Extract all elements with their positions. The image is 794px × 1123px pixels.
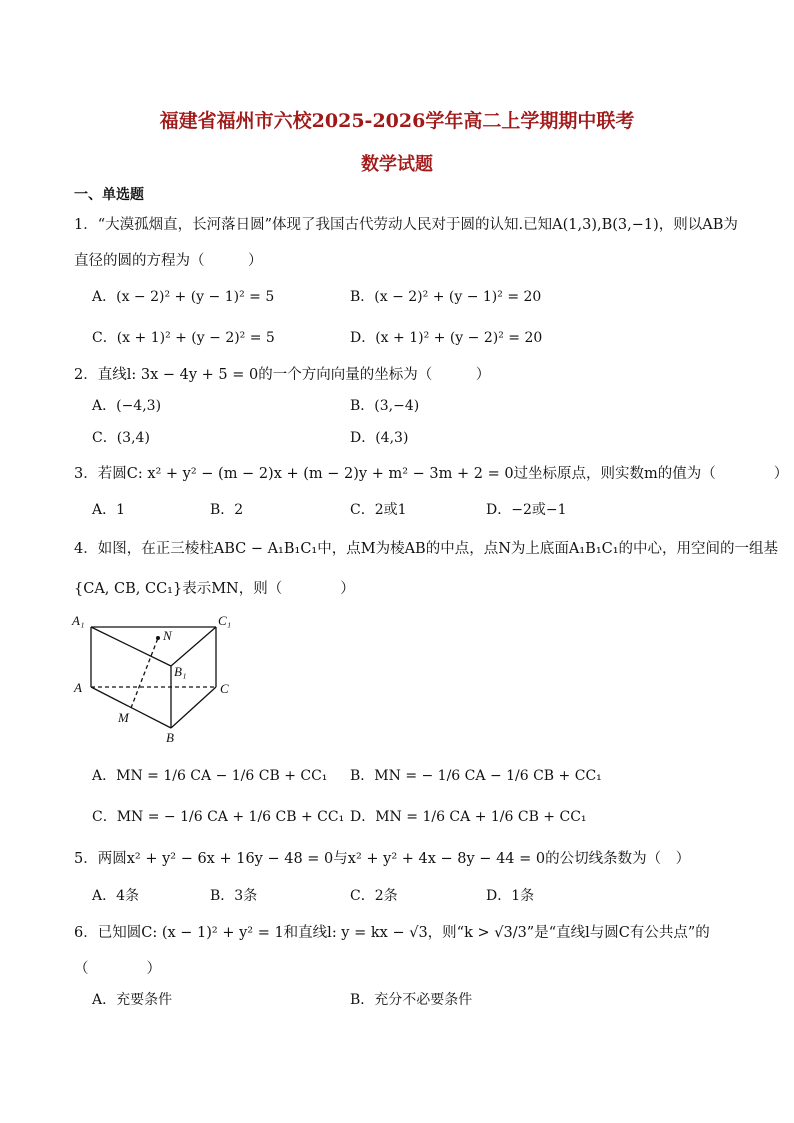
q1-stem-line1: 1．“大漠孤烟直，长河落日圆”体现了我国古代劳动人民对于圆的认知.已知A(1,3),B(3,−1)，则以AB为 [74, 217, 738, 233]
q4-option-b: B．MN = − 1/6 CA − 1/6 CB + CC₁ [350, 768, 602, 784]
q1-option-b: B．(x − 2)² + (y − 1)² = 20 [350, 289, 542, 305]
q5-stem: 5．两圆x² + y² − 6x + 16y − 48 = 0与x² + y² + 4x − 8y − 44 = 0的公切线条数为（ ） [74, 851, 691, 867]
point-n [156, 636, 160, 640]
q3-stem: 3．若圆C: x² + y² − (m − 2)x + (m − 2)y + m² − 3m + 2 = 0过坐标原点，则实数m的值为（ ） [74, 466, 789, 482]
exam-subtitle: 数学试题 [361, 154, 433, 175]
q6-option-b: B．充分不必要条件 [350, 992, 473, 1008]
q5-option-c: C．2条 [350, 888, 398, 904]
q1-option-c: C．(x + 1)² + (y − 2)² = 5 [92, 330, 275, 346]
q1-option-a: A．(x − 2)² + (y − 1)² = 5 [92, 289, 275, 305]
q2-option-d: D．(4,3) [350, 430, 409, 446]
edge-c-b [171, 687, 216, 728]
label-c: C [220, 681, 229, 696]
q3-option-b: B．2 [210, 502, 244, 518]
q4-option-d: D．MN = 1/6 CA + 1/6 CB + CC₁ [350, 809, 587, 825]
q6-option-a: A．充要条件 [92, 992, 173, 1008]
q4-option-a: A．MN = 1/6 CA − 1/6 CB + CC₁ [92, 768, 328, 784]
q3-option-d: D．−2或−1 [486, 502, 567, 518]
edge-a1-b1 [91, 627, 171, 666]
section-heading: 一、单选题 [74, 187, 144, 203]
label-a1: A₁ [72, 613, 85, 628]
label-a: A [74, 680, 82, 695]
label-n: N [163, 628, 172, 643]
exam-title: 福建省福州市六校2025-2026学年高二上学期期中联考 [159, 110, 635, 132]
q1-stem-line2: 直径的圆的方程为（ ） [74, 253, 263, 269]
q5-option-b: B．3条 [210, 888, 258, 904]
label-b1: B₁ [174, 664, 187, 679]
q3-option-a: A．1 [92, 502, 126, 518]
q4-stem-line1: 4．如图，在正三棱柱ABC − A₁B₁C₁中，点M为棱AB的中点，点N为上底面A₁B₁C₁的中心，用空间的一组基 [74, 541, 779, 557]
label-c1: C₁ [218, 613, 232, 628]
q2-option-c: C．(3,4) [92, 430, 150, 446]
q2-stem: 2．直线l: 3x − 4y + 5 = 0的一个方向向量的坐标为（ ） [74, 367, 491, 383]
q2-option-b: B．(3,−4) [350, 398, 420, 414]
q4-stem-line2: {CA, CB, CC₁}表示MN，则（ ） [74, 581, 355, 597]
edge-c1-b1 [171, 627, 216, 666]
q6-stem-line1: 6．已知圆C: (x − 1)² + y² = 1和直线l: y = kx − √3，则“k > √3/3”是“直线l与圆C有公共点”的 [74, 925, 710, 941]
q4-option-c: C．MN = − 1/6 CA + 1/6 CB + CC₁ [92, 809, 345, 825]
label-m: M [118, 710, 129, 725]
q5-option-a: A．4条 [92, 888, 140, 904]
q6-stem-line2: （ ） [74, 961, 161, 977]
q3-option-c: C．2或1 [350, 502, 407, 518]
q1-option-d: D．(x + 1)² + (y − 2)² = 20 [350, 330, 543, 346]
label-b: B [166, 730, 174, 745]
q2-option-a: A．(−4,3) [92, 398, 162, 414]
prism-figure [70, 610, 250, 750]
q5-option-d: D．1条 [486, 888, 535, 904]
